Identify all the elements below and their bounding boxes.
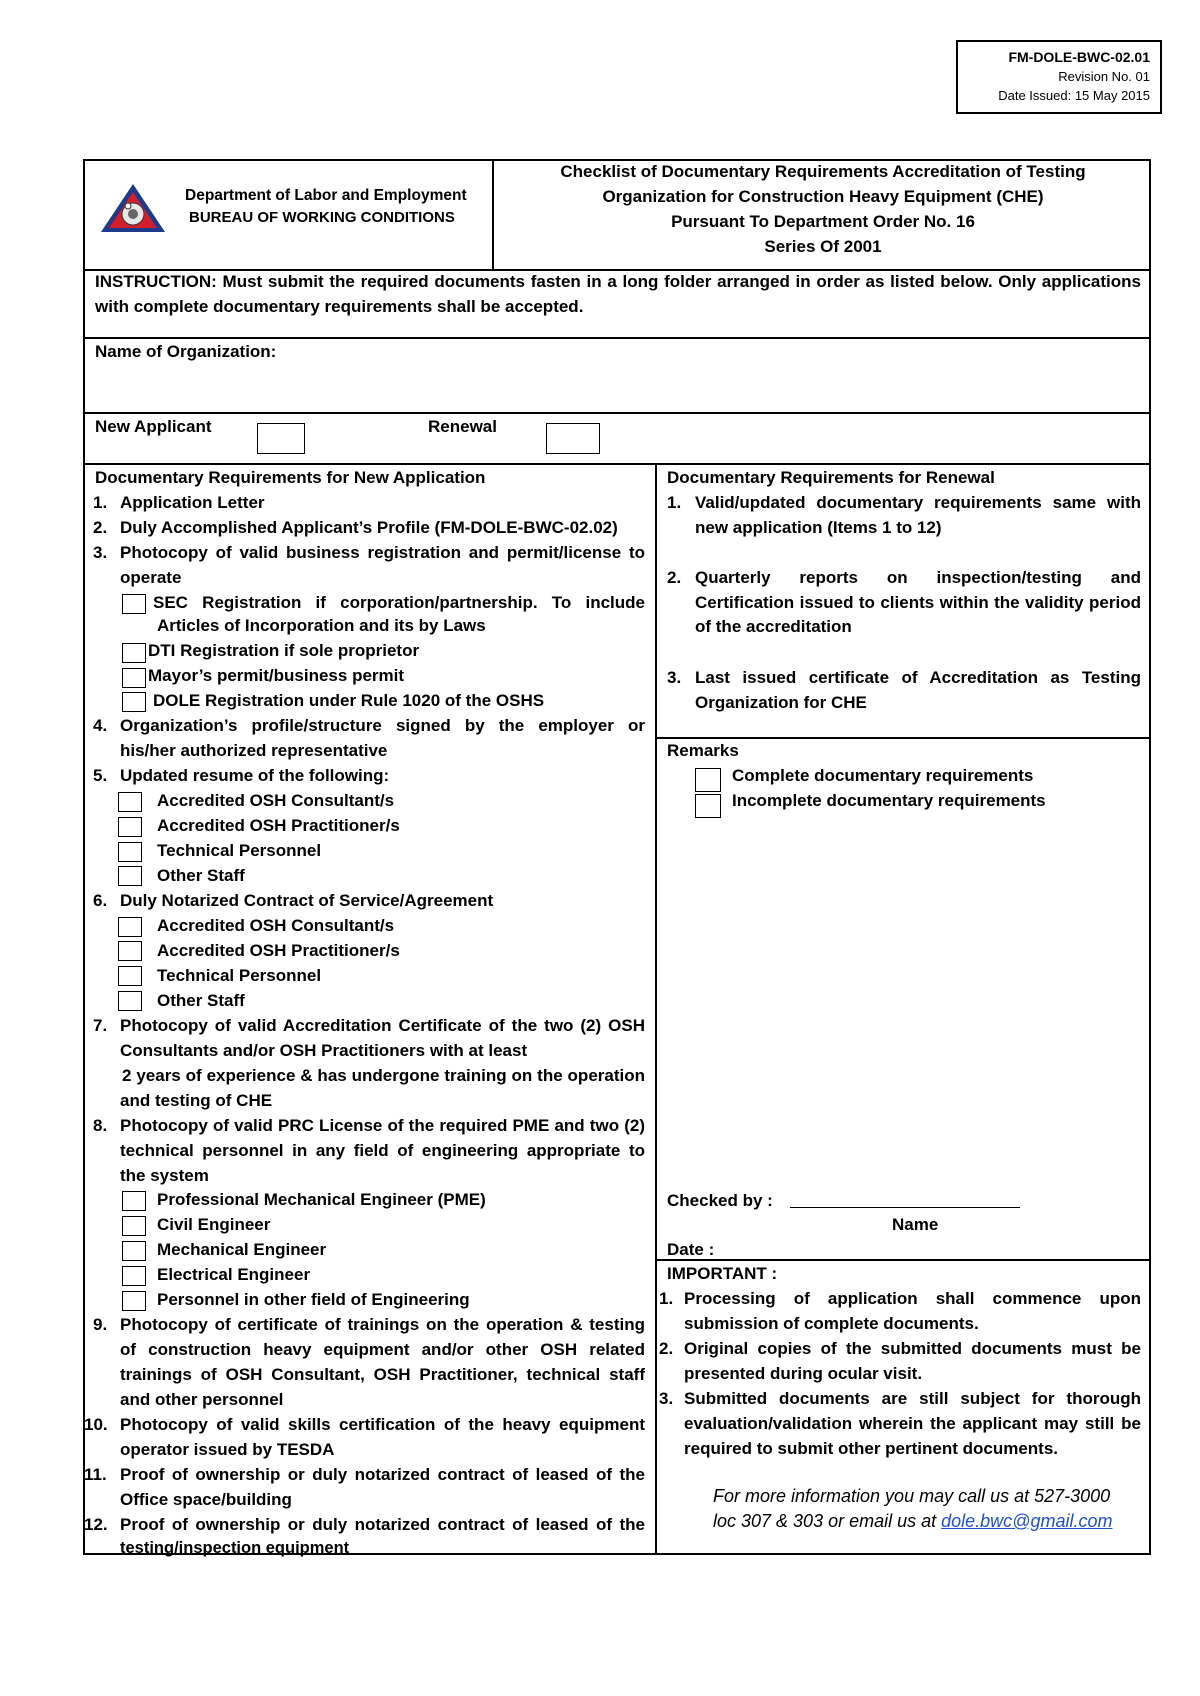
form-code-box	[956, 40, 1162, 114]
sec-registration-checkbox[interactable]	[122, 594, 146, 614]
renewal-req-last-certificate-cont: Organization for CHE	[695, 693, 867, 712]
req-office-space-proof: Proof of ownership or duly notarized contract of leased of the	[120, 1465, 645, 1484]
req-accreditation-certificate-cont: Consultants and/or OSH Practitioners with at least	[120, 1041, 528, 1060]
contract-osh-practitioner-checkbox[interactable]	[118, 941, 142, 961]
other-engineering-checkbox[interactable]	[122, 1291, 146, 1311]
req-skills-certification: Photocopy of valid skills certification of the heavy equipment	[120, 1415, 645, 1434]
rule-name	[83, 412, 1151, 414]
contract-osh-practitioner-label: Accredited OSH Practitioner/s	[157, 941, 400, 960]
item-number: 9.	[93, 1315, 108, 1334]
pme-checkbox[interactable]	[122, 1191, 146, 1211]
sec-registration-label: SEC Registration if corporation/partnership. To include	[153, 593, 645, 612]
important-note-original-copies-cont: presented during ocular visit.	[684, 1364, 923, 1383]
item-number: 1.	[93, 493, 108, 512]
req-training-certificates-cont: and other personnel	[120, 1390, 284, 1409]
important-note-evaluation: Submitted documents are still subject for thorough	[684, 1389, 1141, 1408]
important-note-processing-cont: submission of complete documents.	[684, 1314, 979, 1333]
req-prc-license: Photocopy of valid PRC License of the required PME and two (2)	[120, 1116, 645, 1135]
contract-osh-consultant-checkbox[interactable]	[118, 917, 142, 937]
req-equipment-proof: Proof of ownership or duly notarized contract of leased of the	[120, 1515, 645, 1534]
resume-other-staff-label: Other Staff	[157, 866, 245, 885]
req-application-letter: Application Letter	[120, 493, 265, 512]
req-accreditation-certificate: Photocopy of valid Accreditation Certificate of the two (2) OSH	[120, 1016, 645, 1035]
req-equipment-proof-cont: testing/inspection equipment	[120, 1539, 350, 1557]
dti-registration-checkbox[interactable]	[122, 643, 146, 663]
complete-requirements-checkbox[interactable]	[695, 768, 721, 792]
rule-remarks	[655, 1259, 1151, 1261]
resume-osh-practitioner-checkbox[interactable]	[118, 817, 142, 837]
item-number: 6.	[93, 891, 108, 910]
req-skills-certification-cont: operator issued by TESDA	[120, 1440, 335, 1459]
renewal-label: Renewal	[428, 417, 497, 436]
dti-registration-label: DTI Registration if sole proprietor	[148, 641, 420, 660]
renewal-heading: Documentary Requirements for Renewal	[667, 468, 995, 487]
checked-by-label: Checked by :	[667, 1191, 773, 1210]
incomplete-requirements-label: Incomplete documentary requirements	[732, 791, 1046, 810]
bureau-name: BUREAU OF WORKING CONDITIONS	[189, 209, 455, 226]
column-divider	[655, 463, 657, 1555]
new-applicant-label: New Applicant	[95, 417, 212, 436]
important-note-evaluation-cont: required to submit other pertinent documents.	[684, 1439, 1059, 1458]
date-label: Date :	[667, 1240, 715, 1259]
contract-technical-personnel-checkbox[interactable]	[118, 966, 142, 986]
item-number: 4.	[93, 716, 108, 735]
item-number: 3.	[93, 543, 108, 562]
req-training-certificates: Photocopy of certificate of trainings on the operation & testing	[120, 1315, 645, 1334]
req-office-space-proof-cont: Office space/building	[120, 1490, 292, 1509]
remarks-heading: Remarks	[667, 741, 739, 760]
item-number: 11.	[84, 1465, 107, 1484]
mechanical-engineer-label: Mechanical Engineer	[157, 1240, 327, 1259]
contract-other-staff-label: Other Staff	[157, 991, 245, 1010]
checked-by-name-caption: Name	[892, 1215, 939, 1234]
form-title-line-4: Series Of 2001	[764, 237, 882, 256]
dole-registration-checkbox[interactable]	[122, 692, 146, 712]
name-of-organization-field[interactable]	[370, 345, 1140, 407]
item-number: 2.	[667, 568, 682, 587]
item-number: 1.	[659, 1289, 674, 1308]
contact-line-1: For more information you may call us at 527-3000	[713, 1486, 1111, 1506]
rule-instruction	[83, 337, 1151, 339]
req-accreditation-certificate-cont: 2 years of experience & has undergone training on the operation	[122, 1066, 645, 1085]
civil-engineer-checkbox[interactable]	[122, 1216, 146, 1236]
form-title-line-3: Pursuant To Department Order No. 16	[671, 212, 975, 231]
form-code: FM-DOLE-BWC-02.01	[1008, 49, 1150, 65]
other-engineering-label: Personnel in other field of Engineering	[157, 1290, 470, 1309]
resume-other-staff-checkbox[interactable]	[118, 866, 142, 886]
item-number: 8.	[93, 1116, 108, 1135]
contract-osh-consultant-label: Accredited OSH Consultant/s	[157, 916, 395, 935]
item-number: 5.	[93, 766, 108, 785]
electrical-engineer-checkbox[interactable]	[122, 1266, 146, 1286]
instruction-line-2: with complete documentary requirements shall be accepted.	[95, 297, 584, 316]
rule-applicant	[83, 463, 1151, 465]
mayors-permit-label: Mayor’s permit/business permit	[148, 666, 405, 685]
mayors-permit-checkbox[interactable]	[122, 668, 146, 688]
item-number: 10.	[84, 1415, 108, 1434]
important-note-processing: Processing of application shall commence upon	[684, 1289, 1141, 1308]
req-prc-license-cont: technical personnel in any field of engineering appropriate to	[120, 1141, 645, 1160]
contact-line-2	[713, 1509, 1112, 1534]
date-issued: Date Issued: 15 May 2015	[998, 88, 1150, 103]
electrical-engineer-label: Electrical Engineer	[157, 1265, 311, 1284]
req-applicant-profile: Duly Accomplished Applicant’s Profile (FM-DOLE-BWC-02.02)	[120, 518, 618, 537]
req-prc-license-cont: the system	[120, 1166, 209, 1185]
item-number: 2.	[659, 1339, 674, 1358]
req-accreditation-certificate-cont: and testing of CHE	[120, 1091, 273, 1110]
renewal-req-updated-docs-cont: new application (Items 1 to 12)	[695, 518, 942, 537]
important-note-original-copies: Original copies of the submitted documents must be	[684, 1339, 1141, 1358]
new-applicant-checkbox[interactable]	[257, 423, 305, 454]
form-title-line-1: Checklist of Documentary Requirements Accreditation of Testing	[560, 162, 1086, 181]
contact-line-2-text: loc 307 & 303 or email us at	[713, 1511, 942, 1531]
item-number: 7.	[93, 1016, 108, 1035]
req-training-certificates-cont: of construction heavy equipment and/or other OSH related	[120, 1340, 645, 1359]
department-name: Department of Labor and Employment	[185, 187, 467, 204]
renewal-req-quarterly-reports-cont: of the accreditation	[695, 617, 852, 636]
item-number: 3.	[659, 1389, 674, 1408]
contract-other-staff-checkbox[interactable]	[118, 991, 142, 1011]
form-title-line-2: Organization for Construction Heavy Equipment (CHE)	[602, 187, 1044, 206]
req-organization-profile: Organization’s profile/structure signed by the employer or	[120, 716, 645, 735]
resume-osh-practitioner-label: Accredited OSH Practitioner/s	[157, 816, 400, 835]
incomplete-requirements-checkbox[interactable]	[695, 794, 721, 818]
checked-by-signature-line[interactable]	[790, 1207, 1020, 1208]
mechanical-engineer-checkbox[interactable]	[122, 1241, 146, 1261]
resume-osh-consultant-label: Accredited OSH Consultant/s	[157, 791, 395, 810]
req-contract-of-service: Duly Notarized Contract of Service/Agreement	[120, 891, 494, 910]
email-link[interactable]: dole.bwc@gmail.com	[941, 1511, 1113, 1531]
pme-label: Professional Mechanical Engineer (PME)	[157, 1190, 486, 1209]
resume-technical-personnel-checkbox[interactable]	[118, 842, 142, 862]
contract-technical-personnel-label: Technical Personnel	[157, 966, 322, 985]
req-organization-profile-cont: his/her authorized representative	[120, 741, 388, 760]
renewal-checkbox[interactable]	[546, 423, 600, 454]
req-training-certificates-cont: trainings of OSH Consultant, OSH Practitioner, technical staff	[120, 1365, 645, 1384]
item-number: 12.	[84, 1515, 108, 1534]
item-number: 2.	[93, 518, 108, 537]
req-business-registration: Photocopy of valid business registration and permit/license to	[120, 543, 645, 562]
item-number: 3.	[667, 668, 682, 687]
name-of-organization-label: Name of Organization:	[95, 342, 277, 361]
sec-registration-label-cont: Articles of Incorporation and its by Laws	[157, 616, 486, 635]
new-application-heading: Documentary Requirements for New Application	[95, 468, 486, 487]
instruction-line-1: INSTRUCTION: Must submit the required documents fasten in a long folder arranged in order as listed below. Only applications	[95, 272, 1141, 291]
revision-number: Revision No. 01	[1058, 69, 1150, 84]
item-number: 1.	[667, 493, 682, 512]
req-business-registration-cont: operate	[120, 568, 182, 587]
important-heading: IMPORTANT :	[667, 1264, 778, 1283]
dole-logo	[99, 182, 167, 234]
renewal-req-last-certificate: Last issued certificate of Accreditation as Testing	[695, 668, 1141, 687]
renewal-req-quarterly-reports-cont: Certification issued to clients within the validity period	[695, 593, 1141, 612]
req-updated-resume: Updated resume of the following:	[120, 766, 390, 785]
resume-osh-consultant-checkbox[interactable]	[118, 792, 142, 812]
renewal-req-quarterly-reports: Quarterly reports on inspection/testing and	[695, 568, 1141, 587]
renewal-req-updated-docs: Valid/updated documentary requirements same with	[695, 493, 1141, 512]
important-note-evaluation-cont: evaluation/validation wherein the applicant may still be	[684, 1414, 1141, 1433]
complete-requirements-label: Complete documentary requirements	[732, 766, 1034, 785]
resume-technical-personnel-label: Technical Personnel	[157, 841, 322, 860]
dole-registration-label: DOLE Registration under Rule 1020 of the OSHS	[153, 691, 545, 710]
civil-engineer-label: Civil Engineer	[157, 1215, 271, 1234]
